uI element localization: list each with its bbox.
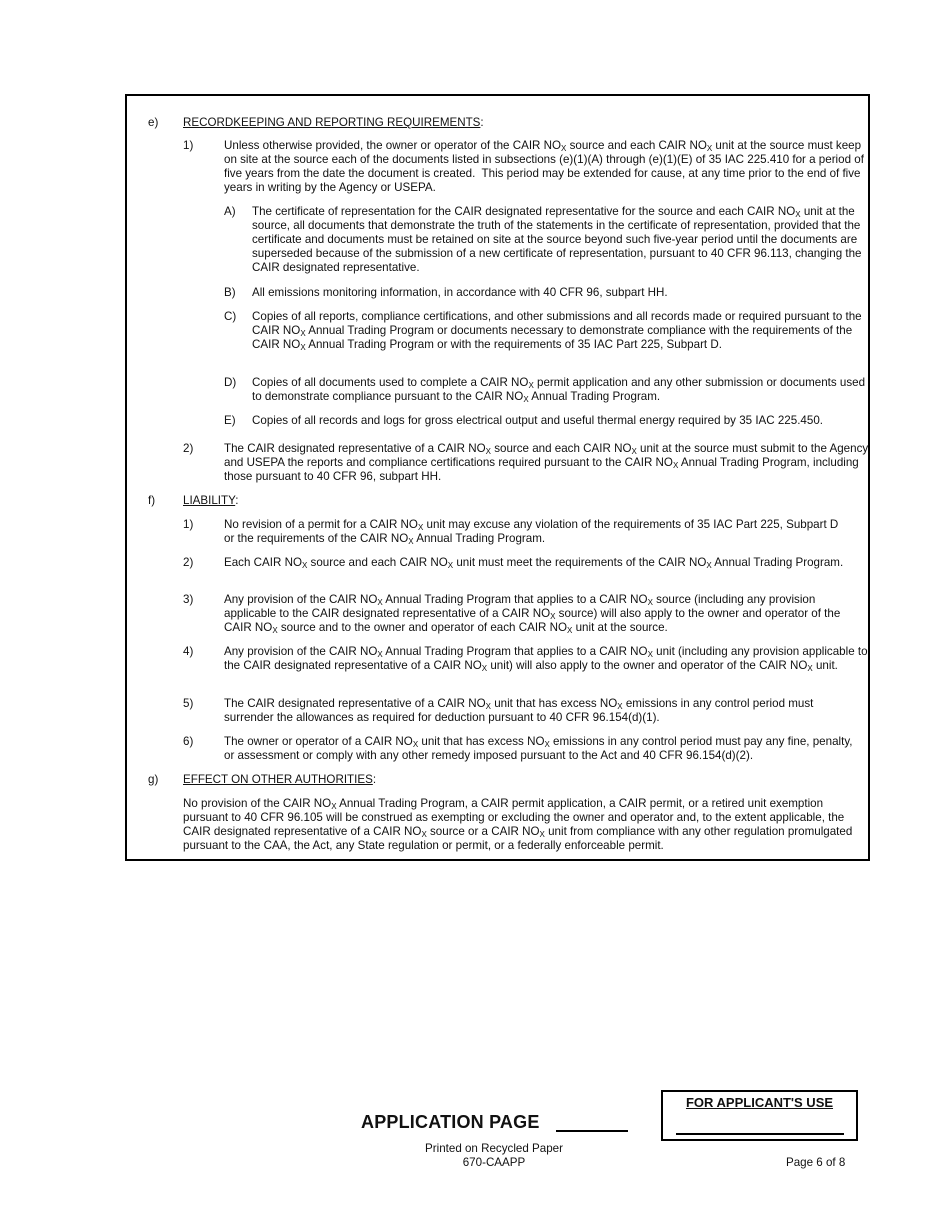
section-f-item-3-label: 3) [183,593,194,606]
section-e-label: e) [148,116,159,129]
applicant-use-box [661,1090,858,1141]
permit-conditions-box [125,94,870,861]
section-f-label: f) [148,494,156,507]
section-f-item-5-text: The CAIR designated representative of a CAIR $NO_X$ unit that has excess $NO_X$ emissions in any control period must surrender the allowances as required for deduction pursuant to 40 CFR 96.154(d)(1). [224,697,814,724]
section-e-title-text: RECORDKEEPING AND REPORTING REQUIREMENTS [183,116,481,129]
section-f-item-1-text: No revision of a permit for a CAIR $NO_X$ unit may excuse any violation of the requirements of 35 IAC Part 225, Subpart D or the requirements of the CAIR $NO_X$ Annual Trading Program. [224,518,839,546]
printed-on-recycled: Printed on Recycled Paper [425,1142,563,1155]
section-f-title-text: LIABILITY [183,494,236,507]
section-e-item-1B-label: B) [224,286,236,299]
section-f-item-2-label: 2) [183,556,194,569]
section-e-item-1A-text: The certificate of representation for the CAIR designated representative for the source and each CAIR $NO_X$ unit at the source, all documents that demonstrate the truth of the statements in the certificate of representation, provided that the certificate and documents must be retained on site at the source beyond such five-year period until the documents are superseded because of the submission of a new certificate of representation, pursuant to 40 CFR 96.113, changing the CAIR designated representative. [252,205,862,274]
section-f-item-2-text: Each CAIR $NO_X$ source and each CAIR $NO_X$ unit must meet the requirements of the CAIR $NO_X$ Annual Trading Program. [224,556,844,570]
section-f-item-4-text: Any provision of the CAIR $NO_X$ Annual Trading Program that applies to a CAIR $NO_X$ unit (including any provision applicable to the CAIR designated representative of a CAIR $NO_X$ unit) will also apply to the owner and operator of the CAIR $NO_X$ unit. [224,645,868,673]
section-f-item-1-label: 1) [183,518,194,531]
page-number: Page 6 of 8 [786,1156,846,1169]
section-e-item-1D-label: D) [224,376,237,389]
section-f-item-6-label: 6) [183,735,194,748]
section-e-item-1E-label: E) [224,414,236,427]
section-f-item-4-label: 4) [183,645,194,658]
section-g-text: No provision of the CAIR $NO_X$ Annual Trading Program, a CAIR permit application, a CAIR permit, or a retired unit exemption pursuant to 40 CFR 96.105 will be construed as exempting or excluding the owner and operator and, to the extent applicable, the CAIR designated representative of a CAIR $NO_X$ source or a CAIR $NO_X$ unit from compliance with any other regulation promulgated pursuant to the CAA, the Act, any State regulation or permit, or a federally enforceable permit. [183,797,853,852]
section-g-title: EFFECT ON OTHER AUTHORITIES: [183,773,377,786]
section-e-item-1D-text: Copies of all documents used to complete a CAIR $NO_X$ permit application and any other submission or documents used to demonstrate compliance pursuant to the CAIR $NO_X$ Annual Trading Program. [252,376,866,404]
section-e-item-2-text: The CAIR designated representative of a CAIR $NO_X$ source and each CAIR $NO_X$ unit at the source must submit to the Agency and USEPA the reports and compliance certifications required pursuant to the CAIR $NO_X$ Annual Trading Program, including those pursuant to 40 CFR 96, subpart HH. [224,442,869,483]
section-e-item-2-label: 2) [183,442,194,455]
section-e-item-1A-label: A) [224,205,236,218]
section-g-title-text: EFFECT ON OTHER AUTHORITIES [183,773,373,786]
section-f-item-6-text: The owner or operator of a CAIR $NO_X$ unit that has excess $NO_X$ emissions in any control period must pay any fine, penalty, or assessment or comply with any other remedy imposed pursuant to the Act and 40 CFR 96.154(d)(2). [224,735,853,762]
section-e-item-1C-text: Copies of all reports, compliance certifications, and other submissions and all records made or required pursuant to the CAIR $NO_X$ Annual Trading Program or documents necessary to demonstrate compliance with the requirements of the CAIR $NO_X$ Annual Trading Program or with the requirements of 35 IAC Part 225, Subpart D. [252,310,862,352]
application-page-blank [556,1130,628,1132]
section-f-title: LIABILITY: [183,494,239,507]
applicant-use-label: FOR APPLICANT'S USE [685,1095,834,1110]
section-e-title: RECORDKEEPING AND REPORTING REQUIREMENTS: [183,116,484,129]
form-number: 670-CAAPP [462,1156,526,1169]
section-e-item-1E-text: Copies of all records and logs for gross electrical output and useful thermal energy required by 35 IAC 225.450. [252,414,823,427]
applicant-use-line [676,1133,844,1135]
printed-notice [410,1142,578,1170]
section-e-item-1C-label: C) [224,310,237,323]
application-page-label: APPLICATION PAGE [361,1112,540,1132]
section-e-item-1B-text: All emissions monitoring information, in accordance with 40 CFR 96, subpart HH. [252,286,668,299]
section-f-item-5-label: 5) [183,697,194,710]
section-f-item-3-text: Any provision of the CAIR $NO_X$ Annual Trading Program that applies to a CAIR $NO_X$ source (including any provision applicable to the CAIR designated representative of a CAIR $NO_X$ source) will also apply to the owner and operator of the CAIR $NO_X$ source and to the owner and operator of each CAIR $NO_X$ unit at the source. [224,593,841,635]
section-e-item-1-text: Unless otherwise provided, the owner or operator of the CAIR $NO_X$ source and each CAIR $NO_X$ unit at the source must keep on site at the source each of the documents listed in subsections (e)(1)(A) through (e)(1)(E) of 35 IAC 225.410 for a period of five years from the date the document is created. This period may be extended for cause, at any time prior to the end of five years in writing by the Agency or USEPA. [224,139,864,194]
section-g-label: g) [148,773,159,786]
section-e-item-1-label: 1) [183,139,194,152]
